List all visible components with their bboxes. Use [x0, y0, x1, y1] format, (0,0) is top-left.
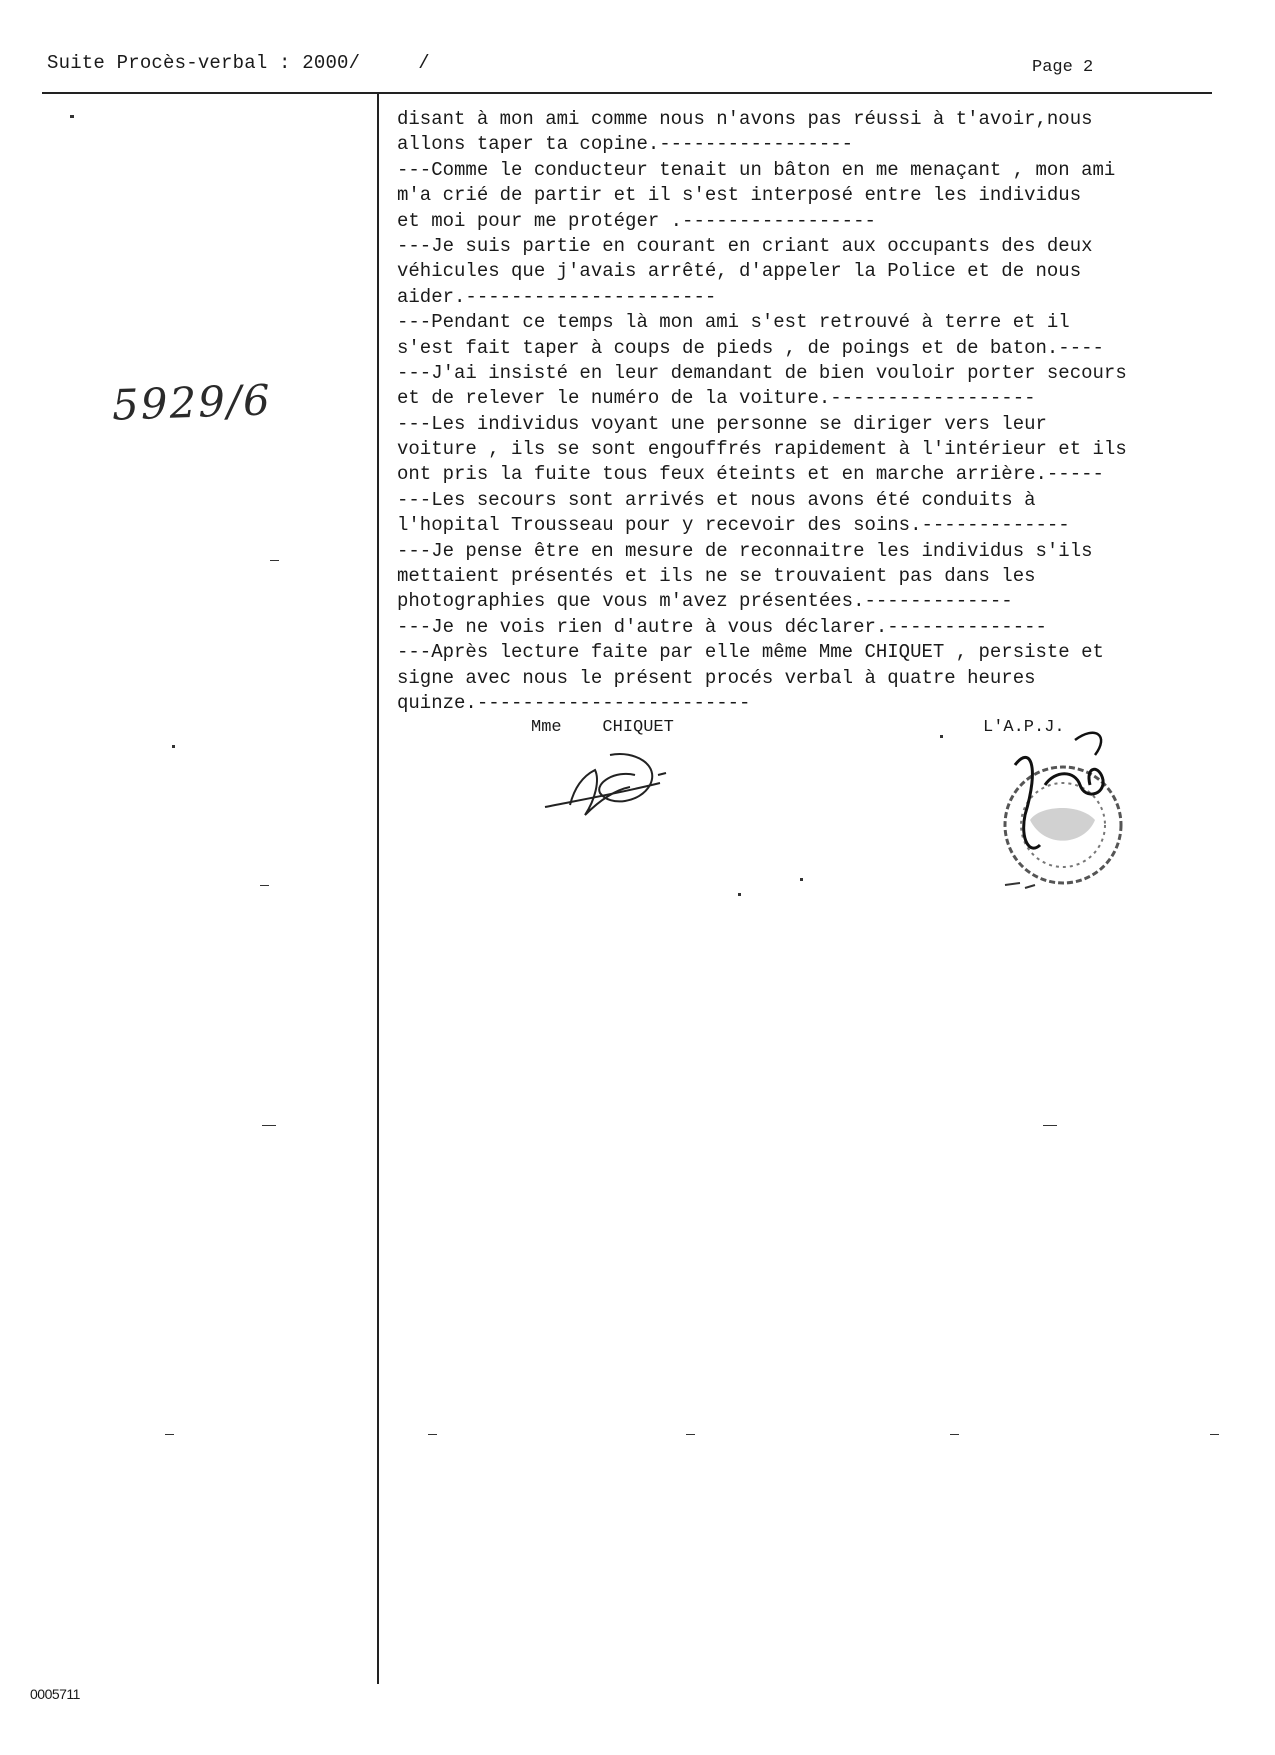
scan-speck	[940, 735, 943, 738]
document-header-title: Suite Procès-verbal : 2000/ /	[47, 52, 430, 74]
statement-line: aider.----------------------	[397, 285, 717, 308]
statement-line: ---Je suis partie en courant en criant aux occupants des deux	[397, 234, 1093, 257]
scan-speck	[428, 1434, 437, 1435]
statement-line: quinze.------------------------	[397, 691, 751, 714]
statement-line: disant à mon ami comme nous n'avons pas réussi à t'avoir,nous	[397, 108, 1093, 130]
official-stamp-with-signature	[985, 725, 1135, 905]
statement-line: voiture , ils se sont engouffrés rapidement à l'intérieur et ils	[397, 438, 1127, 461]
scan-speck	[738, 893, 741, 896]
statement-line: signe avec nous le présent procés verbal à quatre heures	[397, 666, 1036, 689]
statement-line: et de relever le numéro de la voiture.------------------	[397, 387, 1036, 410]
statement-line: m'a crié de partir et il s'est interposé entre les individus	[397, 184, 1082, 207]
scan-speck	[1043, 1125, 1057, 1126]
signatory-label-right: L'A.P.J.	[983, 718, 1065, 737]
statement-line: véhicules que j'avais arrêté, d'appeler la Police et de nous	[397, 260, 1082, 283]
handwritten-signature-left	[540, 745, 680, 825]
scan-speck	[172, 745, 175, 748]
scan-speck	[262, 1125, 276, 1126]
statement-line: s'est fait taper à coups de pieds , de poings et de baton.----	[397, 336, 1104, 359]
handwritten-margin-note: 5929/6	[111, 375, 273, 430]
scan-speck	[1210, 1434, 1219, 1435]
statement-line: ---Comme le conducteur tenait un bâton en me menaçant , mon ami	[397, 158, 1116, 181]
statement-line: ---Pendant ce temps là mon ami s'est retrouvé à terre et il	[397, 311, 1070, 334]
statement-line: ---Je pense être en mesure de reconnaitre les individus s'ils	[397, 539, 1093, 562]
statement-line: et moi pour me protéger .-----------------	[397, 209, 876, 232]
scan-speck	[686, 1434, 695, 1435]
statement-line: mettaient présentés et ils ne se trouvaient pas dans les	[397, 565, 1036, 588]
statement-line: ---Les individus voyant une personne se diriger vers leur	[397, 412, 1047, 435]
statement-line: ---J'ai insisté en leur demandant de bien vouloir porter secours	[397, 361, 1127, 384]
statement-line: ---Les secours sont arrivés et nous avons été conduits à	[397, 488, 1036, 511]
scan-speck	[260, 885, 269, 886]
statement-line: ---Je ne vois rien d'autre à vous déclarer.--------------	[397, 615, 1047, 638]
scan-speck	[950, 1434, 959, 1435]
statement-line: ---Après lecture faite par elle même Mme CHIQUET , persiste et	[397, 641, 1104, 664]
margin-rule	[377, 94, 379, 1684]
scan-speck	[165, 1434, 174, 1435]
scan-speck	[270, 560, 279, 561]
document-footer-code: 0005711	[30, 1686, 80, 1702]
page-number: Page 2	[1032, 58, 1094, 77]
scan-speck	[800, 878, 803, 881]
statement-line: photographies que vous m'avez présentées.-------------	[397, 590, 1013, 613]
statement-body	[397, 107, 1207, 716]
statement-line: l'hopital Trousseau pour y recevoir des soins.-------------	[397, 514, 1070, 537]
signatory-label-left: Mme CHIQUET	[531, 718, 674, 737]
scan-speck	[70, 115, 74, 118]
statement-line: ont pris la fuite tous feux éteints et en marche arrière.-----	[397, 463, 1104, 486]
statement-line: allons taper ta copine.-----------------	[397, 133, 854, 156]
header-rule	[42, 92, 1212, 94]
